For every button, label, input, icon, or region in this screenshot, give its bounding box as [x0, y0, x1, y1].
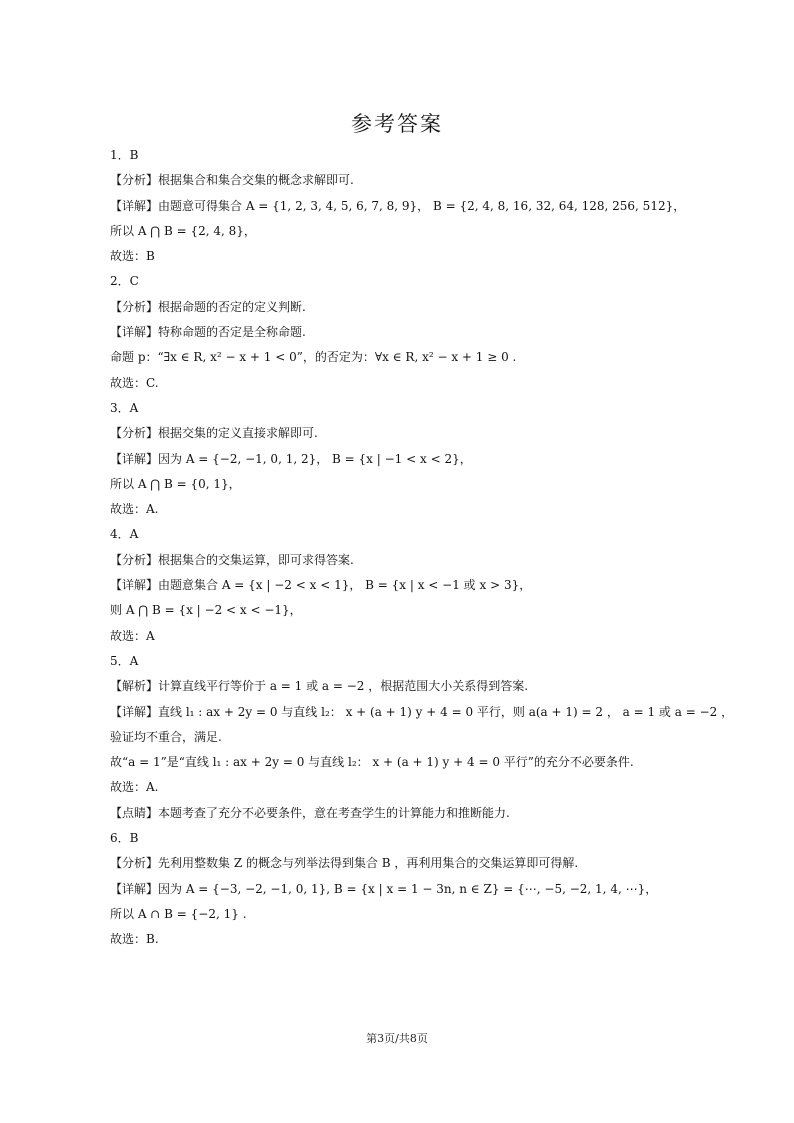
answer-line: 1．B — [110, 148, 139, 162]
answer-line: 【详解】直线 l₁ : ax + 2y = 0 与直线 l₂： x + (a + 1) y + 4 = 0 平行，则 a(a + 1) = 2 ， a = 1 或 a = −2 ， — [110, 704, 734, 719]
answer-line: 故选：A. — [110, 502, 159, 517]
answer-line: 【详解】因为 A = {−2, −1, 0, 1, 2}， B = {x | −1 < x < 2}， — [110, 451, 472, 466]
answer-line: 【点睛】本题考查了充分不必要条件，意在考查学生的计算能力和推断能力. — [110, 805, 510, 820]
page-title: 参考答案 — [351, 112, 443, 136]
answer-line: 3．A — [110, 400, 139, 415]
answer-line: 【分析】根据集合和集合交集的概念求解即可. — [110, 173, 354, 188]
answer-content — [110, 148, 734, 958]
answer-line: 5．A — [110, 653, 139, 668]
answer-line: 【分析】先利用整数集 Z 的概念与列举法得到集合 B ，再利用集合的交集运算即可得解. — [110, 856, 579, 871]
answer-line: 【详解】由题意集合 A = {x | −2 < x < 1}， B = {x | x < −1 或 x > 3}， — [110, 578, 532, 593]
answer-line: 故选：A — [110, 628, 155, 643]
answer-line: 则 A ⋂ B = {x | −2 < x < −1}， — [110, 603, 302, 618]
answer-line: 所以 A ⋂ B = {0, 1}， — [110, 476, 241, 491]
answer-line: 【分析】根据命题的否定的定义判断. — [110, 299, 306, 314]
answer-line: 故选：C. — [110, 375, 159, 390]
answer-line: 6．B — [110, 831, 139, 846]
answer-line: 【详解】由题意可得集合 A = {1, 2, 3, 4, 5, 6, 7, 8, 9}， B = {2, 4, 8, 16, 32, 64, 128, 256, 512}， — [110, 198, 686, 213]
answer-line: 故选：B — [110, 249, 155, 264]
answer-line: 验证均不重合，满足. — [110, 729, 222, 744]
answer-line: 故选：B. — [110, 932, 159, 947]
answer-line: 【解析】计算直线平行等价于 a = 1 或 a = −2 ，根据范围大小关系得到答案. — [110, 679, 529, 694]
answer-line: 故“a = 1”是“直线 l₁ : ax + 2y = 0 与直线 l₂： x + (a + 1) y + 4 = 0 平行”的充分不必要条件. — [110, 755, 634, 770]
answer-line: 所以 A ⋂ B = {2, 4, 8}， — [110, 223, 256, 238]
answer-line: 4．A — [110, 527, 139, 542]
answer-line: 所以 A ∩ B = {−2, 1} . — [110, 906, 247, 921]
answer-line: 【分析】根据集合的交集运算，即可求得答案. — [110, 552, 354, 567]
answer-line: 故选：A. — [110, 780, 159, 795]
page-footer: 第3页/共8页 — [366, 1032, 428, 1045]
answer-line: 2．C — [110, 274, 139, 289]
answer-line: 【详解】因为 A = {−3, −2, −1, 0, 1}, B = {x | x = 1 − 3n, n ∈ Z} = {⋯, −5, −2, 1, 4, ⋯}， — [110, 881, 658, 896]
answer-line: 命题 p：“∃x ∈ R, x² − x + 1 < 0”，的否定为：∀x ∈ R, x² − x + 1 ≥ 0 . — [110, 350, 517, 365]
answer-line: 【详解】特称命题的否定是全称命题. — [110, 325, 306, 340]
answer-line: 【分析】根据交集的定义直接求解即可. — [110, 426, 318, 441]
